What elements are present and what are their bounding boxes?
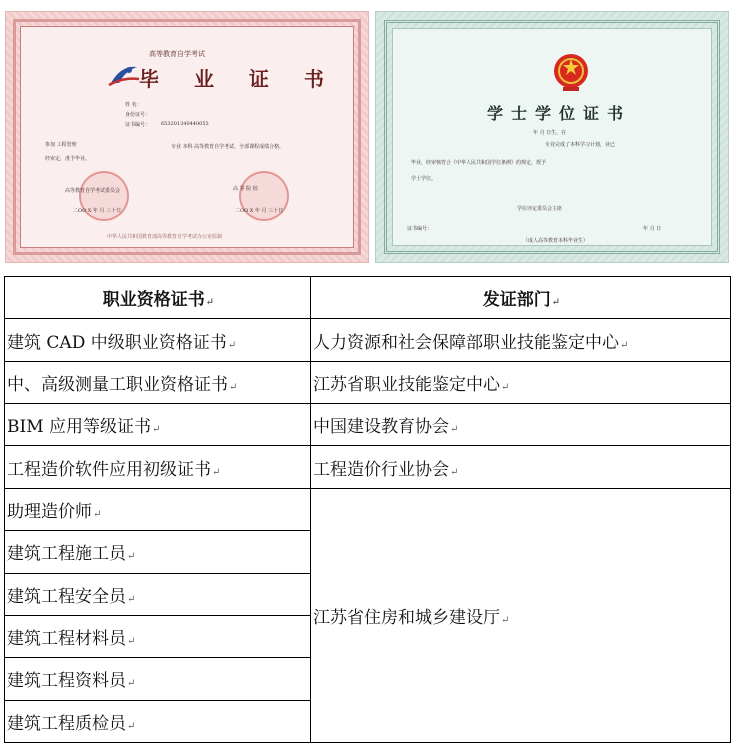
column-header-certificate: 职业资格证书↵: [5, 277, 311, 319]
birth-line: 年 月 日生，在: [533, 130, 567, 136]
degree-line: 学士学位。: [411, 176, 437, 182]
degree-cert-no-label: 证书编号：: [407, 226, 433, 232]
issuer-cell: 人力资源和社会保障部职业技能鉴定中心↵: [311, 319, 731, 361]
name-label: 姓 名：: [125, 102, 142, 108]
major-line: 专业 本科 高等教育自学考试，全部课程成绩合格，: [171, 144, 285, 150]
study-line: 专业完成了本科学习计划，业已: [545, 142, 616, 148]
cert-no-value: 653201340440053: [161, 121, 209, 127]
table-header-row: [5, 277, 731, 319]
certificate-paper: [392, 28, 712, 246]
committee-name: 高等教育自学考试委员会: [65, 188, 121, 194]
chairman-label: 学位评定委员会主席: [517, 206, 563, 212]
graduation-certificate-image: [6, 12, 368, 262]
exam-name: 高等教育自学考试: [149, 50, 205, 58]
issuer-cell-merged: 江苏省住房和城乡建设厅↵: [311, 488, 731, 742]
certificate-table: [4, 276, 731, 743]
certificate-cell: 建筑工程资料员↵: [5, 658, 311, 700]
table-row: [5, 361, 731, 403]
certificate-title: 毕 业 证 书: [139, 67, 338, 91]
degree-footer: （成人高等教育本科毕业生）: [523, 238, 589, 244]
committee-date: 二OO X 年 月 三十日: [73, 208, 122, 214]
issuer-cell: 中国建设教育协会↵: [311, 404, 731, 446]
certificate-cell: 建筑 CAD 中级职业资格证书↵: [5, 319, 311, 361]
table-row: [5, 488, 731, 530]
id-label: 身份证号：: [125, 112, 151, 118]
self-study-exam-logo-icon: [107, 63, 141, 89]
issuer-cell: 江苏省职业技能鉴定中心↵: [311, 361, 731, 403]
certificate-cell: 建筑工程材料员↵: [5, 615, 311, 657]
certificate-cell: 建筑工程施工员↵: [5, 531, 311, 573]
column-header-issuer: 发证部门↵: [311, 277, 731, 319]
certificate-cell: 工程造价软件应用初级证书↵: [5, 446, 311, 488]
approved-line: 经审定，准予毕业。: [45, 156, 91, 162]
degree-certificate-image: [376, 12, 728, 262]
degree-date: 年 月 日: [643, 226, 662, 232]
certificate-cell: 中、高级测量工职业资格证书↵: [5, 361, 311, 403]
review-line: 毕业，经审核符合《中华人民共和国学位条例》的规定，授予: [411, 160, 547, 166]
participate-line: 参加 工程管理: [45, 142, 77, 148]
certificate-images: [4, 4, 732, 272]
certificate-paper: [20, 26, 354, 248]
issuer-cell: 工程造价行业协会↵: [311, 446, 731, 488]
certificate-cell: 助理造价师↵: [5, 488, 311, 530]
certificate-cell: 建筑工程安全员↵: [5, 573, 311, 615]
certificate-cell: BIM 应用等级证书↵: [5, 404, 311, 446]
table-row: [5, 319, 731, 361]
table-row: [5, 404, 731, 446]
certificate-footer: 中华人民共和国教育部高等教育自学考试办公室监制: [107, 234, 223, 240]
national-emblem-icon: [551, 51, 591, 93]
university-date: 二OO X 年 月 三十日: [235, 208, 284, 214]
degree-title: 学士学位证书: [487, 104, 632, 123]
table-row: [5, 446, 731, 488]
certificate-cell: 建筑工程质检员↵: [5, 700, 311, 742]
cert-no-label: 证书编号：: [125, 122, 151, 128]
university-name: 高 等 院 校: [233, 186, 258, 192]
